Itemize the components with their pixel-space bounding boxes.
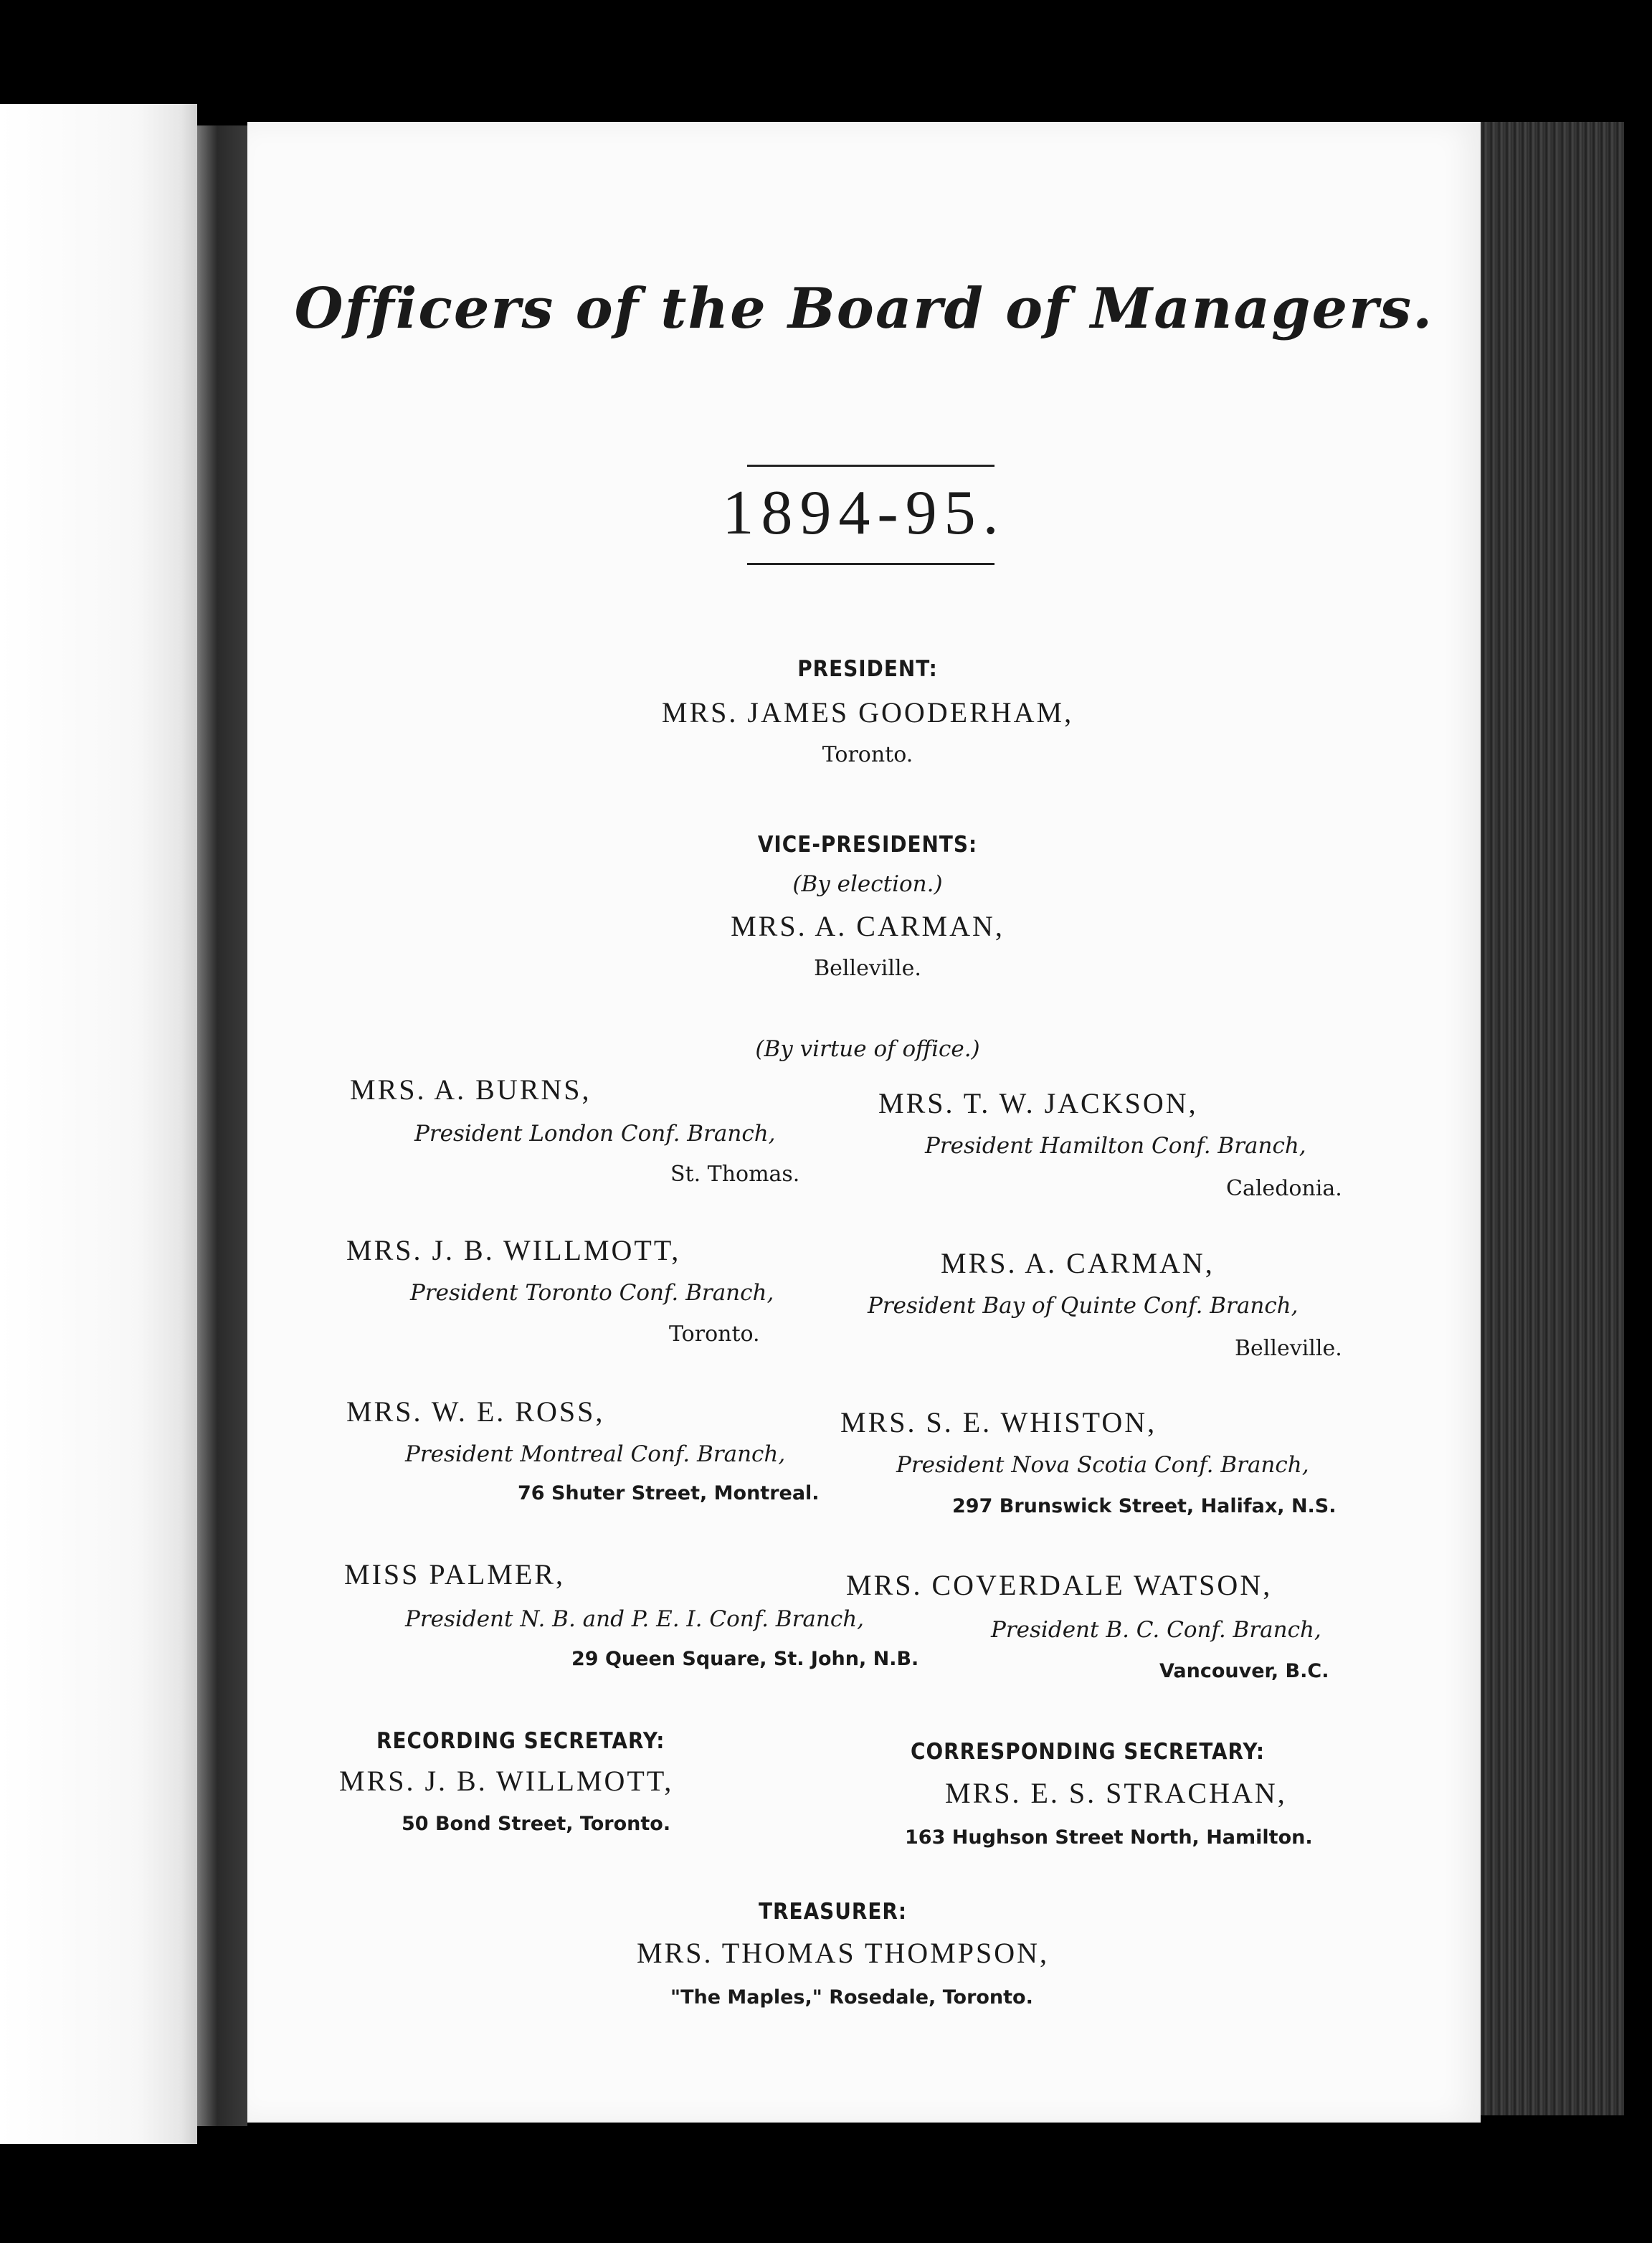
vp-left-4-place: 29 Queen Square, St. John, N.B. <box>571 1648 919 1670</box>
vp-right-3-role: President Nova Scotia Conf. Branch, <box>896 1452 1309 1478</box>
vp-left-2-place: Toronto. <box>669 1322 760 1347</box>
recording-secretary-address: 50 Bond Street, Toronto. <box>402 1813 671 1835</box>
president-name: MRS. JAMES GOODERHAM, <box>661 696 1074 729</box>
page-title: Officers of the Board of Managers. <box>294 276 1434 341</box>
vp-left-1-role: President London Conf. Branch, <box>414 1121 776 1147</box>
president-place: Toronto. <box>822 742 913 767</box>
vp-right-1-place: Caledonia. <box>1226 1176 1342 1201</box>
elected-vp-place: Belleville. <box>814 956 921 981</box>
vp-left-4-role: President N. B. and P. E. I. Conf. Branch, <box>405 1606 865 1632</box>
vp-right-4-place: Vancouver, B.C. <box>1159 1660 1329 1682</box>
corresponding-secretary-label: CORRESPONDING SECRETARY: <box>911 1739 1265 1765</box>
vice-presidents-label: VICE-PRESIDENTS: <box>757 832 978 858</box>
vp-right-2-role: President Bay of Quinte Conf. Branch, <box>868 1293 1299 1319</box>
treasurer-label: TREASURER: <box>759 1899 908 1925</box>
by-virtue-note: (By virtue of office.) <box>755 1036 980 1062</box>
vp-left-1-name: MRS. A. BURNS, <box>350 1073 592 1106</box>
president-label: PRESIDENT: <box>797 656 938 682</box>
vp-left-3-role: President Montreal Conf. Branch, <box>405 1441 786 1467</box>
vp-left-1-place: St. Thomas. <box>670 1162 800 1187</box>
vp-right-3-place: 297 Brunswick Street, Halifax, N.S. <box>952 1495 1337 1517</box>
vp-left-3-place: 76 Shuter Street, Montreal. <box>518 1482 820 1504</box>
vp-left-2-name: MRS. J. B. WILLMOTT, <box>346 1234 681 1266</box>
book-gutter <box>197 125 247 2126</box>
rule-top <box>747 465 994 467</box>
corresponding-secretary-address: 163 Hughson Street North, Hamilton. <box>905 1826 1313 1849</box>
vp-right-2-name: MRS. A. CARMAN, <box>941 1247 1215 1279</box>
vp-right-4-role: President B. C. Conf. Branch, <box>991 1617 1321 1643</box>
vp-right-4-name: MRS. COVERDALE WATSON, <box>846 1569 1273 1601</box>
recording-secretary-label: RECORDING SECRETARY: <box>376 1728 665 1754</box>
treasurer-address: "The Maples," Rosedale, Toronto. <box>670 1986 1033 2009</box>
rule-bottom <box>747 563 994 565</box>
vp-right-3-name: MRS. S. E. WHISTON, <box>840 1406 1157 1438</box>
vp-left-4-name: MISS PALMER, <box>344 1558 565 1590</box>
vp-right-1-name: MRS. T. W. JACKSON, <box>878 1087 1198 1119</box>
treasurer-name: MRS. THOMAS THOMPSON, <box>637 1937 1049 1969</box>
elected-vp-name: MRS. A. CARMAN, <box>731 910 1005 942</box>
vp-right-2-place: Belleville. <box>1235 1336 1342 1361</box>
facing-page <box>0 104 197 2144</box>
year-heading: 1894-95. <box>722 478 1006 548</box>
vp-right-1-role: President Hamilton Conf. Branch, <box>925 1133 1306 1159</box>
recording-secretary-name: MRS. J. B. WILLMOTT, <box>339 1765 674 1797</box>
vp-left-2-role: President Toronto Conf. Branch, <box>410 1280 774 1306</box>
vp-left-3-name: MRS. W. E. ROSS, <box>346 1395 605 1428</box>
corresponding-secretary-name: MRS. E. S. STRACHAN, <box>945 1777 1287 1809</box>
by-election-note: (By election.) <box>792 871 943 897</box>
page-edges <box>1481 122 1624 2115</box>
